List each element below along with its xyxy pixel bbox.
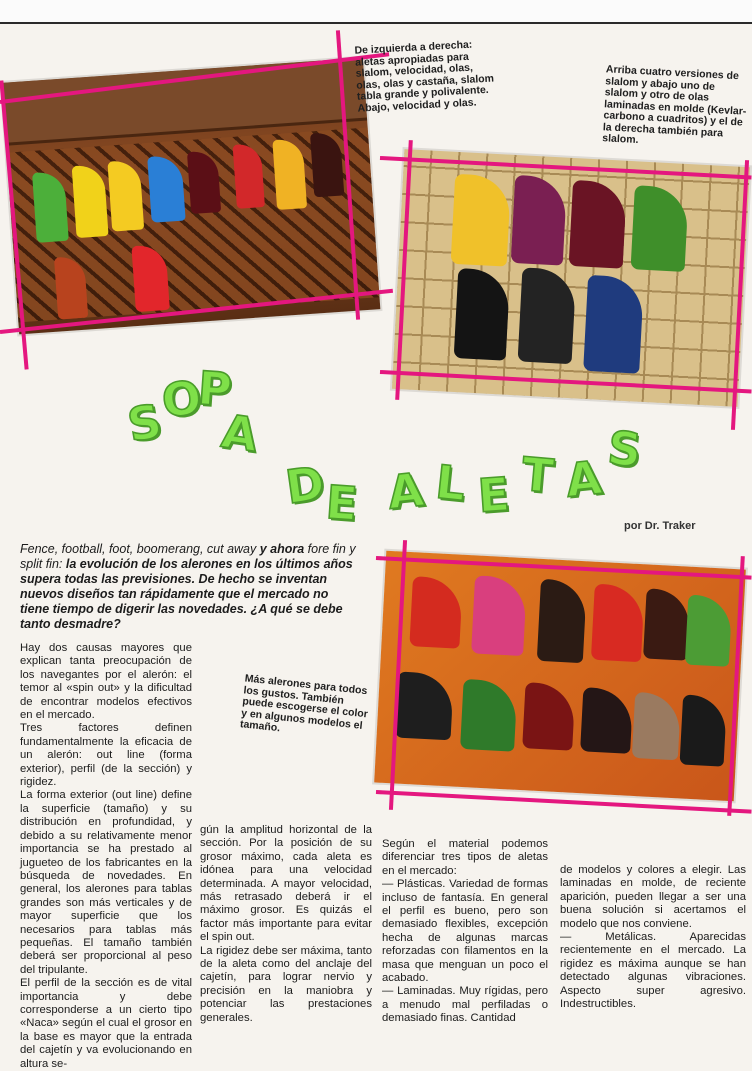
photo-fins-orange-board	[374, 551, 746, 802]
caption-photo3: Más alerones para todos los gustos. También puede escogerse el color y en algunos modelos el tamaño.	[239, 673, 374, 744]
page-top-edge	[0, 0, 752, 24]
body-column-2: gún la amplitud horizontal de la sección. Por la posición de su grosor máximo, cada aleta es idónea para una velocidad determinada. A mayor velocidad, más retrasado deberá ir el máximo grosor. Es quizás el factor más importante para evitar el spin out. La rigidez debe ser máxima, tanto de la aleta como del anclaje del cajetín, para lograr nervio y precisión en la maniobra y potenciar las prestaciones generales.	[200, 824, 372, 1024]
byline: por Dr. Traker	[624, 520, 696, 532]
photo-fins-wooden-rack	[2, 58, 381, 335]
body-column-3: Según el material podemos diferenciar tres tipos de aletas en el mercado: — Plásticas. Variedad de formas incluso de fantasía. En general el perfil es bueno, pero son demasiado flexibles, excepción hecha de algunas marcas reforzadas con filamentos en la masa que menguan un poco el acabado. — Laminadas. Muy rígidas, pero a menudo mal perfiladas o demasiado finas. Cantidad	[382, 838, 548, 1025]
photo-fins-tiled-floor	[392, 149, 750, 407]
caption-photo2: Arriba cuatro versiones de slalom y abajo uno de slalom y otro de olas laminadas en molde (Kevlar-carbono a cuadritos) y el de la derecha también para slalom.	[602, 63, 747, 147]
lead-paragraph: Fence, football, foot, boomerang, cut away y ahora fore fin y split fin: la evolución de los alerones en los últimos años supera todas las previsiones. De hecho se inventan nuevos diseños tan rápidamente que el mercado no tiene tiempo de digerir las novedades. ¿A qué se debe tanto desmadre?	[20, 542, 356, 631]
caption-photo1: De izquierda a derecha: aletas apropiadas para slalom, velocidad, olas, olas, olas y castaña, slalom tabla grande y polivalente. Abajo, velocidad y olas.	[354, 38, 495, 115]
body-column-1: Hay dos causas mayores que explican tanta preocupación de los navegantes por el alerón: el temor al «spin out» y la dificultad de encontrar modelos efectivos en el mercado. Tres factores definen fundamentalmente la eficacia de un alerón: out line (forma exterior), perfil (de la sección) y rigidez. La forma exterior (out line) define la superficie (tamaño) y su distribución en profundidad, y debido a su relativamente menor importancia se ha prestado al jugueteo de los fabricantes en la búsqueda de novedades. En general, los alerones para tablas grandes son más verticales y de mayor superficie que los necesarios para tablas más pequeñas. El tamaño también deberá ser proporcional al peso del tripulante. El perfil de la sección es de vital importancia y debe corresponderse a un cierto tipo «Naca» según el cual el grosor en la base es mayor que la entrada del cajetín y va evolucionando en altura se-	[20, 642, 192, 1070]
body-column-4: de modelos y colores a elegir. Las laminadas en molde, de reciente aparición, pueden llegar a ser una buena solución si acertamos el modelo que nos conviene. — Metálicas. Aparecidas recientemente en el mercado. La rigidez es máxima aunque se han detectado algunas vibraciones. Aspecto super agresivo. Indestructibles.	[560, 864, 746, 1011]
